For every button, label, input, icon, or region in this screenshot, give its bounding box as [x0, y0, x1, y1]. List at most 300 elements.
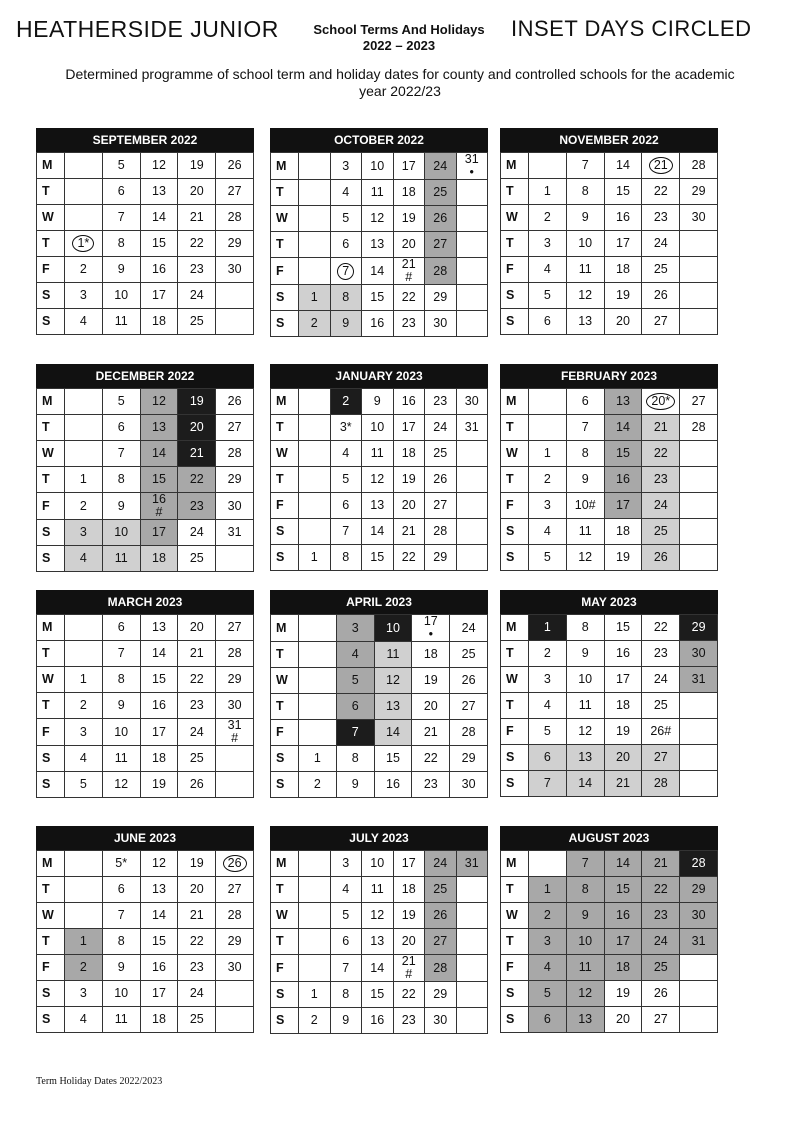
date-cell: 20: [393, 929, 425, 955]
date-cell: [299, 642, 337, 668]
date-cell: 18: [604, 955, 642, 981]
date-cell: [65, 179, 103, 205]
date-cell: 11: [566, 693, 604, 719]
weekday-label: M: [37, 389, 65, 415]
date-cell: 19: [393, 467, 425, 493]
date-cell: 11: [102, 309, 140, 335]
date-cell: 29: [450, 746, 488, 772]
date-cell: [680, 955, 718, 981]
weekday-label: S: [271, 1008, 299, 1034]
week-row: [501, 667, 718, 693]
date-cell: 4: [65, 1007, 103, 1033]
week-row: [37, 693, 254, 719]
week-row: [501, 309, 718, 335]
weekday-label: W: [501, 667, 529, 693]
date-cell: 15: [362, 982, 394, 1008]
date-cell: 3: [65, 981, 103, 1007]
week-row: [37, 257, 254, 283]
date-cell: 17: [604, 493, 642, 519]
date-cell: 1: [65, 667, 103, 693]
week-row: [37, 851, 254, 877]
weekday-label: M: [271, 615, 299, 642]
date-cell: 6: [529, 309, 567, 335]
date-cell: 4: [529, 519, 567, 545]
month-title: MARCH 2023: [36, 590, 254, 614]
month-title: JULY 2023: [270, 826, 488, 850]
date-cell: 11: [566, 955, 604, 981]
weekday-label: M: [37, 153, 65, 179]
date-cell: 6: [102, 179, 140, 205]
weekday-label: W: [37, 441, 65, 467]
week-row: [501, 1007, 718, 1033]
date-cell: 10: [362, 153, 394, 180]
weekday-label: W: [37, 667, 65, 693]
weekday-label: T: [37, 231, 65, 257]
date-cell: 12: [566, 283, 604, 309]
weekday-label: S: [501, 745, 529, 771]
date-cell: [456, 467, 488, 493]
week-row: [271, 877, 488, 903]
week-row: [271, 772, 488, 798]
date-cell: 17: [604, 231, 642, 257]
month-title: JANUARY 2023: [270, 364, 488, 388]
weekday-label: S: [271, 285, 299, 311]
date-cell: [65, 615, 103, 641]
weekday-label: M: [271, 389, 299, 415]
date-cell: 22: [642, 877, 680, 903]
date-cell: 19: [412, 668, 450, 694]
date-cell: 4: [330, 877, 362, 903]
date-cell: [299, 389, 331, 415]
date-cell: 11: [566, 257, 604, 283]
date-cell: 5: [529, 283, 567, 309]
date-cell: 5: [102, 389, 140, 415]
date-cell: 1: [299, 285, 331, 311]
month-table: [500, 388, 718, 578]
date-cell: 28: [425, 955, 457, 982]
date-cell: 19: [604, 283, 642, 309]
date-cell: [140, 493, 178, 520]
date-cell: 30: [680, 641, 718, 667]
date-cell: 3: [529, 493, 567, 519]
date-cell: 14: [604, 153, 642, 179]
week-row: [271, 746, 488, 772]
weekday-label: T: [271, 694, 299, 720]
weekday-label: F: [501, 955, 529, 981]
date-cell: 6: [529, 745, 567, 771]
date-cell: 27: [642, 309, 680, 335]
date-cell: 18: [140, 309, 178, 335]
date-cell: 9: [362, 389, 394, 415]
date-cell: [299, 467, 331, 493]
date-cell: 20: [178, 877, 216, 903]
weekday-label: W: [271, 668, 299, 694]
date-cell: 13: [140, 415, 178, 441]
title-line-2: 2022 – 2023: [362, 38, 436, 53]
date-cell: 2: [65, 493, 103, 520]
week-row: [271, 285, 488, 311]
date-cell: [393, 955, 425, 982]
weekday-label: S: [37, 981, 65, 1007]
weekday-label: M: [37, 615, 65, 641]
date-cell: [299, 668, 337, 694]
month-title: MAY 2023: [500, 590, 718, 614]
weekday-label: T: [501, 877, 529, 903]
date-cell: 26: [425, 467, 457, 493]
week-row: [37, 746, 254, 772]
week-row: [501, 641, 718, 667]
month-title: DECEMBER 2022: [36, 364, 254, 388]
date-cell: 28: [216, 205, 254, 231]
weekday-label: T: [501, 231, 529, 257]
week-row: [501, 851, 718, 877]
date-cell: 28: [216, 641, 254, 667]
date-cell: 5: [65, 772, 103, 798]
weekday-label: S: [271, 772, 299, 798]
date-cell: 21: [412, 720, 450, 746]
week-row: [501, 955, 718, 981]
week-row: [501, 981, 718, 1007]
month-august-2023: [500, 826, 718, 1040]
date-cell: 14: [140, 641, 178, 667]
date-cell: [216, 546, 254, 572]
weekday-label: S: [501, 283, 529, 309]
weekday-label: T: [271, 642, 299, 668]
week-row: [271, 929, 488, 955]
date-cell: 19: [178, 851, 216, 877]
date-cell: 4: [529, 693, 567, 719]
date-cell: 27: [216, 615, 254, 641]
date-cell: 2: [529, 205, 567, 231]
date-cell: 31: [680, 667, 718, 693]
date-cell: [65, 441, 103, 467]
week-row: [501, 903, 718, 929]
weekday-label: T: [501, 693, 529, 719]
weekday-label: F: [501, 493, 529, 519]
date-cell: 30: [216, 493, 254, 520]
date-cell: [299, 929, 331, 955]
week-row: [37, 179, 254, 205]
date-cell: 20: [393, 232, 425, 258]
date-cell: 26: [642, 981, 680, 1007]
date-cell: 3: [65, 719, 103, 746]
week-row: [271, 180, 488, 206]
date-cell: [529, 851, 567, 877]
date-cell: 25: [425, 877, 457, 903]
date-cell: 19: [393, 903, 425, 929]
date-cell: [393, 258, 425, 285]
weekday-label: M: [501, 389, 529, 415]
date-cell: 14: [140, 903, 178, 929]
date-cell: 5*: [102, 851, 140, 877]
date-mark: #: [155, 505, 163, 519]
date-cell: 9: [566, 641, 604, 667]
date-cell: [680, 719, 718, 745]
date-number: 21: [401, 257, 416, 271]
week-row: [271, 668, 488, 694]
date-cell: 7: [566, 153, 604, 179]
date-cell: 5: [529, 981, 567, 1007]
date-cell: 26: [178, 772, 216, 798]
date-cell: 11: [566, 519, 604, 545]
weekday-label: F: [37, 955, 65, 981]
date-cell: 19: [604, 719, 642, 745]
date-cell: 9: [566, 205, 604, 231]
month-title: FEBRUARY 2023: [500, 364, 718, 388]
date-cell: 28: [642, 771, 680, 797]
weekday-label: S: [271, 311, 299, 337]
date-cell: 15: [140, 231, 178, 257]
inset-note: INSET DAYS CIRCLED: [511, 16, 752, 41]
date-cell: 27: [642, 745, 680, 771]
week-row: [37, 641, 254, 667]
date-cell: 14: [566, 771, 604, 797]
date-cell: 28: [425, 258, 457, 285]
date-cell: 15: [604, 877, 642, 903]
date-cell: 13: [140, 877, 178, 903]
date-cell: 1: [65, 467, 103, 493]
week-row: [501, 283, 718, 309]
week-row: [501, 719, 718, 745]
date-cell: 30: [216, 955, 254, 981]
weekday-label: T: [37, 179, 65, 205]
date-cell: 2: [529, 641, 567, 667]
date-cell: [216, 981, 254, 1007]
date-cell: 12: [102, 772, 140, 798]
week-row: [271, 903, 488, 929]
date-cell: 23: [178, 693, 216, 719]
date-cell: 18: [604, 693, 642, 719]
date-cell: 4: [330, 441, 362, 467]
date-cell: 2: [299, 772, 337, 798]
date-cell: 16: [604, 205, 642, 231]
week-row: [37, 493, 254, 520]
date-cell: 25: [425, 180, 457, 206]
date-cell: 8: [102, 929, 140, 955]
date-cell: 28: [680, 153, 718, 179]
date-cell: 1: [299, 746, 337, 772]
weekday-label: F: [37, 257, 65, 283]
date-cell: 30: [216, 693, 254, 719]
date-cell: 30: [425, 311, 457, 337]
date-cell: 14: [140, 441, 178, 467]
date-cell: 22: [412, 746, 450, 772]
date-cell: 24: [425, 415, 457, 441]
week-row: [37, 877, 254, 903]
date-cell: [216, 1007, 254, 1033]
date-cell: 17: [393, 153, 425, 180]
date-cell: 25: [178, 309, 216, 335]
date-cell: [529, 389, 567, 415]
date-cell: 22: [642, 179, 680, 205]
date-cell: [456, 180, 488, 206]
date-cell: 8: [102, 231, 140, 257]
date-cell: [456, 441, 488, 467]
month-table: [270, 614, 488, 805]
date-cell: [216, 772, 254, 798]
date-cell: [65, 389, 103, 415]
date-cell: 12: [140, 851, 178, 877]
date-cell: 29: [216, 929, 254, 955]
week-row: [271, 232, 488, 258]
weekday-label: T: [271, 467, 299, 493]
weekday-label: S: [37, 309, 65, 335]
weekday-label: M: [271, 851, 299, 877]
date-cell: [299, 720, 337, 746]
week-row: [271, 467, 488, 493]
week-row: [37, 389, 254, 415]
date-cell: [680, 745, 718, 771]
date-cell: 25: [642, 955, 680, 981]
weekday-label: M: [501, 851, 529, 877]
date-cell: [65, 877, 103, 903]
week-row: [501, 771, 718, 797]
week-row: [501, 441, 718, 467]
date-cell: 8: [330, 982, 362, 1008]
date-cell: 25: [178, 546, 216, 572]
date-cell: 21: [178, 903, 216, 929]
date-cell: 23: [393, 1008, 425, 1034]
weekday-label: T: [501, 415, 529, 441]
date-cell: 22: [178, 667, 216, 693]
date-cell: 6: [102, 415, 140, 441]
date-cell: 10: [102, 283, 140, 309]
week-row: [501, 493, 718, 519]
date-cell: [680, 981, 718, 1007]
date-cell: [330, 258, 362, 285]
date-cell: 31: [456, 415, 488, 441]
date-cell: 5: [330, 206, 362, 232]
date-cell: [456, 311, 488, 337]
date-cell: 19: [178, 153, 216, 179]
date-cell: 18: [140, 1007, 178, 1033]
date-cell: 23: [642, 467, 680, 493]
date-cell: [216, 746, 254, 772]
date-cell: 19: [393, 206, 425, 232]
date-cell: 20: [604, 745, 642, 771]
month-title: OCTOBER 2022: [270, 128, 488, 152]
date-cell: 4: [336, 642, 374, 668]
date-cell: 12: [362, 903, 394, 929]
weekday-label: F: [271, 258, 299, 285]
document-title: [300, 22, 498, 54]
date-cell: 1: [299, 982, 331, 1008]
date-cell: 29: [216, 467, 254, 493]
date-cell: 25: [450, 642, 488, 668]
date-cell: 16: [362, 1008, 394, 1034]
date-cell: 28: [680, 851, 718, 877]
date-cell: [299, 180, 331, 206]
date-cell: 5: [529, 719, 567, 745]
week-row: [501, 153, 718, 179]
date-cell: [456, 877, 488, 903]
date-cell: 7: [102, 441, 140, 467]
date-cell: 4: [65, 746, 103, 772]
weekday-label: W: [271, 441, 299, 467]
date-cell: 2: [299, 311, 331, 337]
date-cell: 3: [529, 667, 567, 693]
date-cell: 27: [216, 415, 254, 441]
weekday-label: W: [501, 903, 529, 929]
month-title: APRIL 2023: [270, 590, 488, 614]
date-cell: 16: [604, 467, 642, 493]
week-row: [501, 519, 718, 545]
date-cell: 7: [529, 771, 567, 797]
date-cell: 30: [456, 389, 488, 415]
date-number: 21: [401, 954, 416, 968]
date-cell: 6: [336, 694, 374, 720]
date-cell: 15: [604, 615, 642, 641]
weekday-label: T: [37, 693, 65, 719]
date-cell: 16: [140, 693, 178, 719]
date-cell: 23: [412, 772, 450, 798]
date-cell: 29: [680, 615, 718, 641]
date-cell: 15: [604, 441, 642, 467]
date-cell: 16: [140, 955, 178, 981]
week-row: [271, 206, 488, 232]
date-cell: 12: [362, 206, 394, 232]
date-mark: #: [231, 731, 239, 745]
date-cell: 23: [425, 389, 457, 415]
date-cell: 29: [425, 545, 457, 571]
date-cell: 3: [529, 929, 567, 955]
month-september-2022: [36, 128, 254, 342]
date-cell: 6: [330, 929, 362, 955]
week-row: [501, 693, 718, 719]
weekday-label: S: [271, 746, 299, 772]
weekday-label: W: [37, 903, 65, 929]
weekday-label: F: [37, 493, 65, 520]
date-cell: 31: [680, 929, 718, 955]
date-cell: [680, 493, 718, 519]
date-cell: 11: [102, 546, 140, 572]
weekday-label: S: [271, 545, 299, 571]
weekday-label: T: [501, 467, 529, 493]
date-cell: 22: [178, 467, 216, 493]
date-cell: 27: [425, 929, 457, 955]
date-cell: [680, 309, 718, 335]
date-cell: 24: [178, 719, 216, 746]
date-cell: 18: [140, 546, 178, 572]
week-row: [271, 311, 488, 337]
date-cell: 25: [178, 1007, 216, 1033]
date-cell: [216, 283, 254, 309]
date-cell: 13: [566, 745, 604, 771]
date-cell: 14: [604, 415, 642, 441]
date-cell: 4: [330, 180, 362, 206]
inset-day-circle: 26: [223, 855, 247, 872]
week-row: [37, 415, 254, 441]
date-cell: 3: [330, 153, 362, 180]
date-cell: 2: [529, 467, 567, 493]
weekday-label: W: [501, 205, 529, 231]
date-cell: 3: [529, 231, 567, 257]
month-march-2023: [36, 590, 254, 805]
week-row: [501, 745, 718, 771]
date-cell: [299, 877, 331, 903]
date-cell: [65, 205, 103, 231]
date-cell: 1: [65, 929, 103, 955]
date-cell: 26: [642, 283, 680, 309]
date-cell: 11: [102, 746, 140, 772]
date-cell: 29: [425, 285, 457, 311]
month-table: [270, 850, 488, 1041]
date-cell: [456, 258, 488, 285]
weekday-label: S: [501, 771, 529, 797]
date-cell: [456, 519, 488, 545]
weekday-label: M: [501, 153, 529, 179]
date-cell: 17: [140, 981, 178, 1007]
